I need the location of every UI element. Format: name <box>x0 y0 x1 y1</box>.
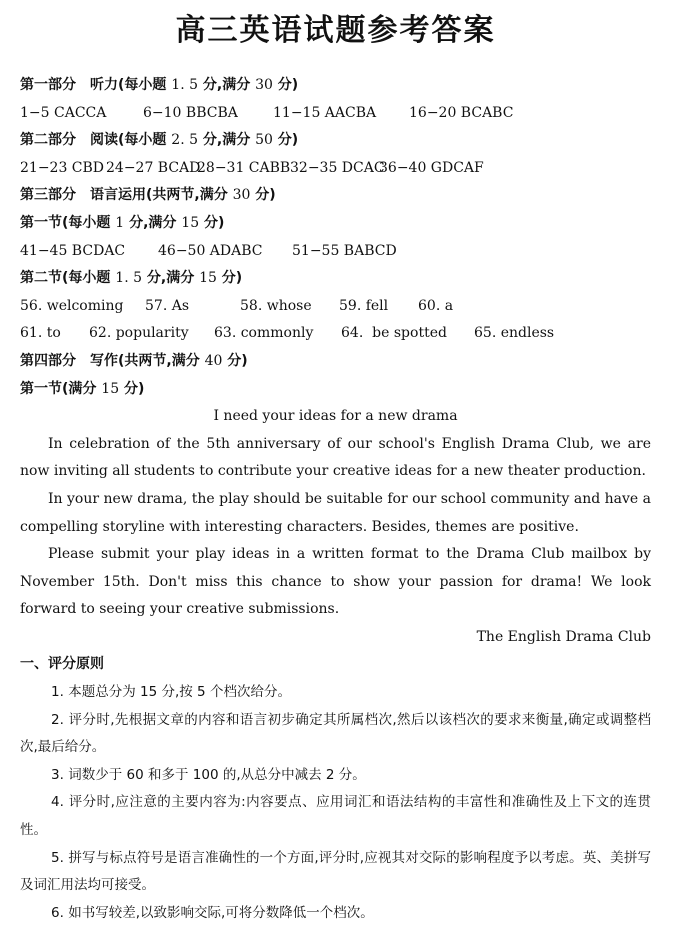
part1-heading-text: 第一部分 听力(每小题 <box>20 77 167 93</box>
essay-title: I need your ideas for a new drama <box>213 408 458 425</box>
part3-section2-answers-row1 <box>20 293 651 321</box>
grading-rule: 6. 如书写较差,以致影响交际,可将分数降低一个档次。 <box>51 904 374 921</box>
answer-group: 16−20 BCABC <box>409 104 514 121</box>
part1-heading-end: 分) <box>277 77 299 93</box>
page-title: 高三英语试题参考答案 <box>175 13 496 48</box>
grading-rule: 1. 本题总分为 15 分,按 5 个档次给分。 <box>51 684 291 701</box>
part3-section2-answers-row2 <box>20 320 651 348</box>
part2-heading-text: 第二部分 阅读(每小题 <box>20 132 167 149</box>
part3-section2-total-score: 15 <box>199 270 217 287</box>
part3-section1-answers <box>20 238 651 266</box>
essay-signature: The English Drama Club <box>476 628 651 645</box>
part3-section1-heading-mid: 分,满分 <box>129 214 177 231</box>
essay-paragraph: In your new drama, the play should be suitable for our school community and have a compelling storyline with interesting characters. Besides, themes are positive. <box>20 490 651 535</box>
part3-section2-heading <box>20 265 651 293</box>
part3-section1-heading-end: 分) <box>203 214 225 231</box>
essay-paragraph: Please submit your play ideas in a written format to the Drama Club mailbox by November 15th. Don't miss this chance to show your passion for drama! We look forward to seeing your creative submissions. <box>20 546 651 618</box>
part4-heading <box>20 348 651 376</box>
answer-item: 62. popularity <box>89 325 189 342</box>
part3-total-score: 30 <box>232 187 251 204</box>
part3-section2-heading-mid: 分,满分 <box>146 270 195 287</box>
part1-answers <box>20 100 651 128</box>
grading-heading: 一、评分原则 <box>20 656 104 673</box>
grading-rule: 5. 拼写与标点符号是语言准确性的一个方面,评分时,应视其对交际的影响程度予以考虑。英、美拼写及词汇用法均可接受。 <box>20 849 651 894</box>
answer-group: 24−27 BCAD <box>106 159 201 176</box>
part2-heading <box>20 127 651 155</box>
part2-heading-mid: 分,满分 <box>202 132 251 149</box>
answer-group: 32−35 DCAC <box>290 159 385 176</box>
part3-section2-heading-text: 第二节(每小题 <box>20 270 111 287</box>
answer-group: 11−15 AACBA <box>273 104 377 121</box>
answer-item: 63. commonly <box>214 325 314 342</box>
answer-group: 1−5 CACCA <box>20 104 107 121</box>
part3-heading-text: 第三部分 语言运用(共两节,满分 <box>20 187 228 204</box>
part3-section2-score-per-item: 1. 5 <box>115 270 142 287</box>
part4-section1-heading <box>20 376 651 404</box>
essay-paragraph: In celebration of the 5th anniversary of our school's English Drama Club, we are now inviting all students to contribute your creative ideas for a new theater production. <box>20 435 651 480</box>
answer-item: 57. As <box>145 297 190 314</box>
part4-heading-end: 分) <box>227 352 248 369</box>
answer-group: 6−10 BBCBA <box>143 104 238 121</box>
grading-rule: 2. 评分时,先根据文章的内容和语言初步确定其所属档次,然后以该档次的要求来衡量,确定或调整档次,最后给分。 <box>20 711 651 756</box>
part3-section1-heading-text: 第一节(每小题 <box>20 214 111 231</box>
answer-item: 61. to <box>20 325 61 342</box>
grading-rule: 3. 词数少于 60 和多于 100 的,从总分中减去 2 分。 <box>51 766 366 783</box>
answer-item: 59. fell <box>339 297 389 314</box>
part4-heading-text: 第四部分 写作(共两节,满分 <box>20 352 200 369</box>
part2-score-per-item: 2. 5 <box>171 132 198 149</box>
part1-heading <box>20 72 651 100</box>
answer-item: 58. whose <box>240 297 312 314</box>
part1-heading-mid: 分,满分 <box>202 77 251 93</box>
part1-score-per-item: 1. 5 <box>171 77 198 93</box>
part3-heading <box>20 182 651 210</box>
part2-total-score: 50 <box>255 132 273 149</box>
grading-rule: 4. 评分时,应注意的主要内容为:内容要点、应用词汇和语法结构的丰富性和准确性及上下文的连贯性。 <box>20 794 651 839</box>
answer-item: 65. endless <box>474 325 555 342</box>
answer-group: 46−50 ADABC <box>158 242 263 259</box>
part2-answers <box>20 155 651 183</box>
part3-heading-end: 分) <box>255 187 276 204</box>
answer-group: 41−45 BCDAC <box>20 242 126 259</box>
part3-section2-heading-end: 分) <box>221 270 243 287</box>
part3-section1-score-per-item: 1 <box>115 214 125 231</box>
answer-item: 64. be spotted <box>341 325 447 342</box>
answer-group: 36−40 GDCAF <box>379 159 484 176</box>
answer-group: 21−23 CBD <box>20 159 105 176</box>
answer-item: 56. welcoming <box>20 297 124 314</box>
part2-heading-end: 分) <box>277 132 299 149</box>
part3-section1-heading <box>20 210 651 238</box>
answer-group: 28−31 CABB <box>197 159 291 176</box>
part1-total-score: 30 <box>255 77 273 93</box>
part4-total-score: 40 <box>204 352 223 369</box>
part4-section1-total-score: 15 <box>101 380 120 397</box>
part4-section1-heading-text: 第一节(满分 <box>20 380 97 397</box>
part4-section1-heading-end: 分) <box>123 380 145 397</box>
answer-item: 60. a <box>418 297 454 314</box>
part3-section1-total-score: 15 <box>181 214 200 231</box>
answer-group: 51−55 BABCD <box>292 242 397 259</box>
